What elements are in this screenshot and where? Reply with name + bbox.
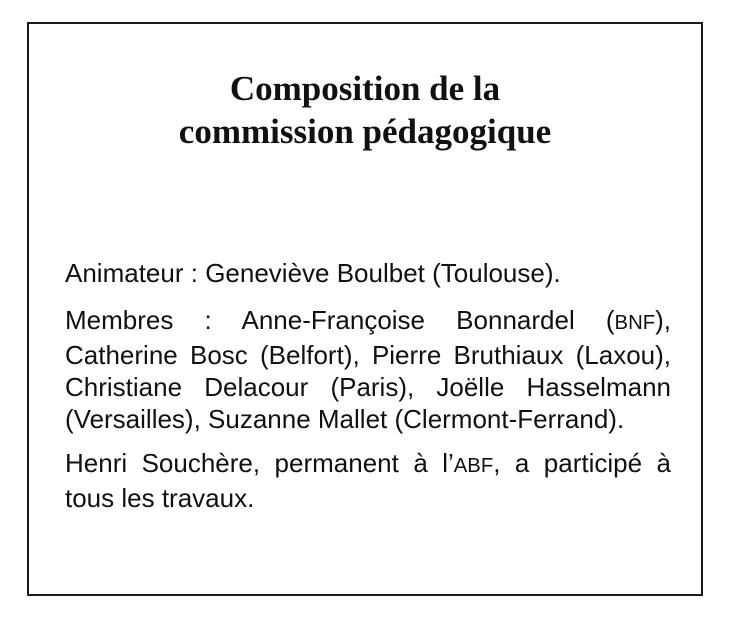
animateur-paragraph [65,257,671,289]
permanent-text-end: , a participé à tous les travaux. [65,448,671,513]
bnf-abbreviation: BNF [614,312,656,334]
text-box-frame [27,22,703,596]
abf-abbreviation: ABF [453,455,494,477]
permanent-text-start: Henri Souchère, permanent à l’ [65,448,454,478]
animateur-label: Animateur : [65,258,198,288]
title-line-1: Composition de la [229,69,501,108]
membres-text-start: Anne-Françoise Bonnardel ( [241,305,615,335]
box-title [29,67,701,153]
membres-paragraph [65,304,671,435]
title-line-2: commission pédagogique [178,112,552,151]
membres-text-end: ), Catherine Bosc (Belfort), Pierre Bruthiaux (Laxou), Christiane Delacour (Paris), Joëlle Hasselmann (Versailles), Suzanne Mallet (Clermont-Ferrand). [65,305,671,434]
permanent-paragraph [65,447,671,514]
animateur-text: Geneviève Boulbet (Toulouse). [205,258,561,288]
box-body [65,257,671,526]
membres-label: Membres : [65,305,212,335]
